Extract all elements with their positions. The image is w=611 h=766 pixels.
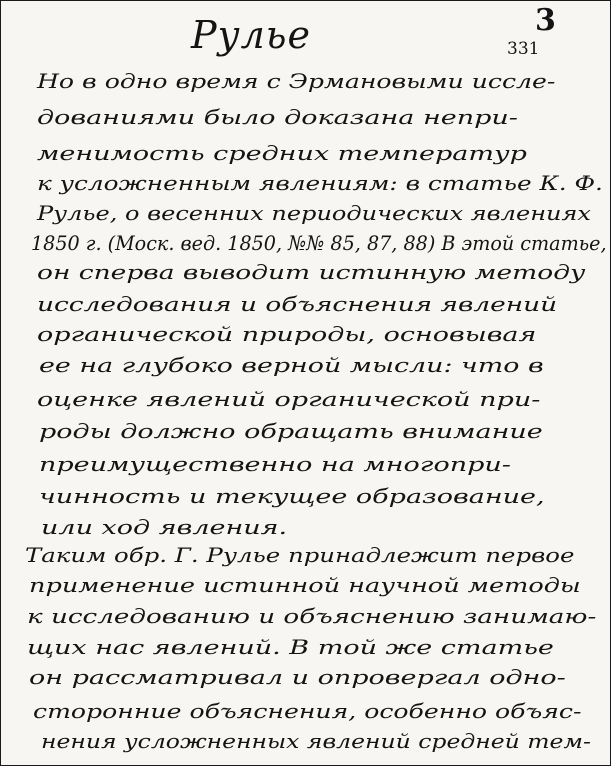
page-number: 3 — [535, 3, 556, 38]
page-title: Рулье — [191, 13, 311, 57]
text-line: Но в одно время с Эрмановыми иссле- — [37, 69, 556, 93]
text-line: к усложненным явлениям: в статье К. Ф. — [37, 171, 603, 195]
text-line: Таким обр. Г. Рулье принадлежит первое — [25, 543, 575, 567]
text-line: применение истинной научной методы — [29, 573, 581, 597]
text-line: Рулье, о весенних периодических явлениях — [37, 201, 591, 225]
text-line: нения усложненных явлений средней тем- — [41, 729, 591, 753]
text-line: ее на глубоко верной мысли: что в — [39, 353, 544, 377]
text-line: или ход явления. — [41, 515, 288, 539]
text-line: к исследованию и объяснению занимаю- — [27, 604, 597, 628]
text-line: 1850 г. (Моск. вед. 1850, №№ 85, 87, 88) В этой статье, — [31, 231, 607, 255]
text-line: роды должно обращать внимание — [39, 419, 543, 443]
text-line: чинность и текущее образование, — [39, 484, 545, 508]
text-line: оценке явлений органической при- — [37, 387, 541, 411]
text-line: сторонние объяснения, особенно объяс- — [33, 699, 582, 723]
text-line: щих нас явлений. В той же статье — [27, 635, 554, 659]
text-line: он рассматривал и опровергал одно- — [29, 665, 566, 689]
text-line: он сперва выводит истинную методу — [37, 260, 586, 284]
text-line: дованиями было доказана непри- — [37, 105, 518, 129]
text-line: исследования и объяснения явлений — [37, 292, 558, 316]
archive-page-number: 331 — [507, 39, 540, 59]
text-line: органической природы, основывая — [37, 322, 537, 346]
text-line: преимущественно на многопри- — [39, 452, 511, 476]
text-line: менимость средних температур — [37, 141, 527, 165]
